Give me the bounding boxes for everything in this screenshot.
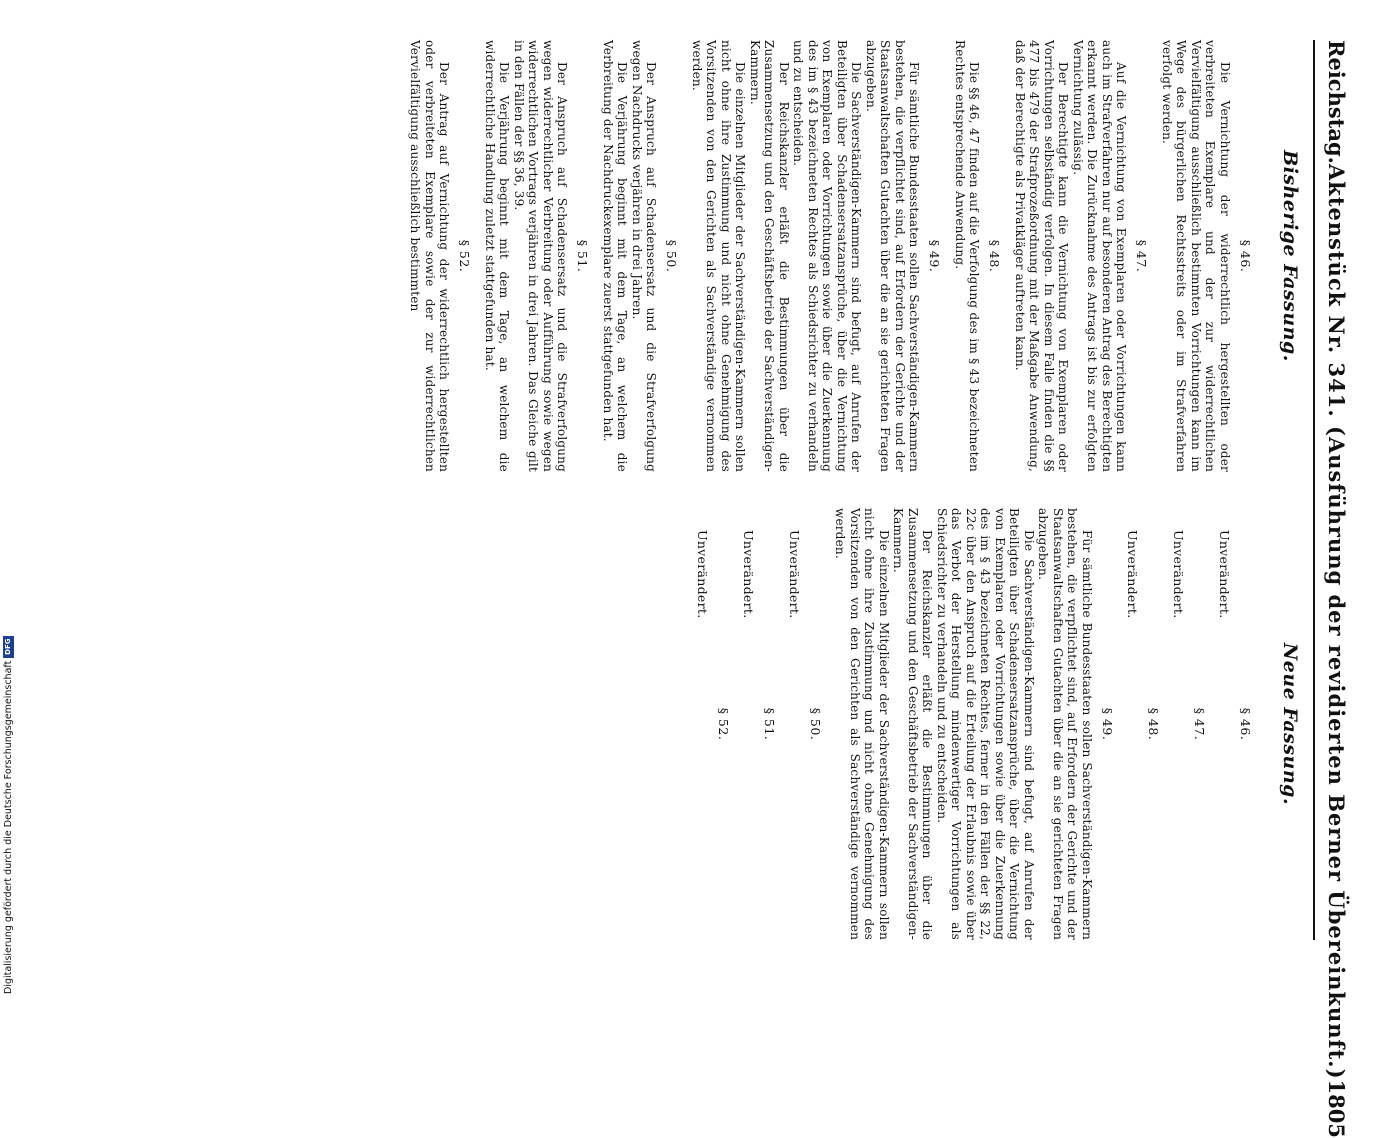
section-number: § 46. — [1238, 707, 1253, 741]
unchanged-note: Unverändert. — [787, 530, 802, 619]
right-section — [1171, 508, 1207, 940]
section-paragraph: Der Reichskanzler erläßt die Bestimmungen über die Zusammensetzung und den Geschäftsbetrieb der Sachverständigen-Kammern. — [748, 40, 791, 472]
left-section — [483, 40, 591, 472]
section-paragraph: Auf die Vernichtung von Exemplaren oder Vorrichtungen kann auch im Strafverfahren nur auf besonderen Antrag des Berechtigten erkannt werden. Die Zurücknahme des Antrags ist bis zur erfolgten Vernichtung zulässig. — [1071, 40, 1129, 472]
section-paragraph: Die Verjährung beginnt mit dem Tage, an welchem die widerrechtliche Handlung zuletzt stattgefunden hat. — [483, 40, 512, 472]
left-section — [1013, 40, 1150, 472]
unchanged-note: Unverändert. — [1217, 530, 1232, 619]
right-section — [741, 508, 777, 940]
unchanged-note: Unverändert. — [695, 530, 710, 619]
credit-text: Digitalisierung gefördert durch die Deutsche Forschungsgemeinschaft — [2, 660, 14, 994]
left-column-title: Bisherige Fassung. — [1279, 150, 1301, 362]
section-paragraph: Der Anspruch auf Schadensersatz und die Strafverfolgung wegen widerrechtlicher Verbreitung oder Aufführung sowie wegen widerrechtlichen Vortrags verjähren in drei Jahren. Das Gleiche gilt in den Fällen der §§ 36, 39. — [512, 40, 570, 472]
section-number: § 51. — [575, 239, 591, 273]
section-paragraph: Die einzelnen Mitglieder der Sachverständigen-Kammern sollen nicht ohne ihre Zustimmung und nicht ohne Genehmigung des Vorsitzenden von den Gerichten als Sachverständige vernommen werden. — [833, 508, 891, 940]
left-section — [408, 40, 473, 472]
right-column-title: Neue Fassung. — [1279, 642, 1301, 806]
digitization-credit — [0, 554, 16, 994]
section-number: § 47. — [1192, 707, 1207, 741]
section-paragraph: Die Vernichtung der widerrechtlich hergestellten oder verbreiteten Exemplare und der zur widerrechtlichen Vervielfältigung ausschließlich bestimmten Vorrichtungen kann im Wege des bürgerlichen Rechtsstreits oder im Strafverfahren verfolgt werden. — [1160, 40, 1232, 472]
section-number: § 49. — [927, 239, 943, 273]
section-number: § 51. — [762, 707, 777, 741]
section-number: § 50. — [808, 707, 823, 741]
left-section — [601, 40, 680, 472]
section-paragraph: Der Berechtigte kann die Vernichtung von Exemplaren oder Vorrichtungen selbständig verfolgen. In diesem Falle finden die §§ 477 bis 479 der Strafprozeßordnung mit der Maßgabe Anwendung, daß der Berechtigte als Privatkläger auftreten kann. — [1013, 40, 1071, 472]
page-number: 1805 — [1324, 1079, 1350, 1138]
section-paragraph: Die Verjährung beginnt mit dem Tage, an welchem die Verbreitung der Nachdruckexemplare zuerst stattgefunden hat. — [601, 40, 630, 472]
page-header — [1317, 40, 1357, 1138]
section-paragraph: Die Sachverständigen-Kammern sind befugt, auf Anrufen der Beteiligten über Schadensersatzansprüche, über die Vernichtung von Exemplaren oder Vorrichtungen sowie über die Zuerkennung des im § 43 bezeichneten Rechtes, ferner in den Fällen der §§ 22, 22c über den Anspruch auf die Erteilung der Erlaubnis sowie über das Verbot der Herstellung mindenwertiger Vorrichtungen als Schiedsrichter zu verhandeln und zu entscheiden. — [935, 508, 1036, 940]
right-section — [787, 508, 823, 940]
section-paragraph: Die Sachverständigen-Kammern sind befugt, auf Anrufen der Beteiligten über Schadensersatzansprüche, über die Vernichtung von Exemplaren oder Vorrichtungen sowie über die Zuerkennung des im § 43 bezeichneten Rechtes als Schiedsrichter zu verhandeln und zu entscheiden. — [791, 40, 864, 472]
section-number: § 48. — [987, 239, 1003, 273]
header-title: Aktenstück Nr. 341. (Ausführung der revidierten Berner Übereinkunft.) — [1324, 163, 1350, 1080]
dfg-logo-icon: DFG — [3, 636, 14, 658]
section-paragraph: Für sämtliche Bundesstaaten sollen Sachverständigen-Kammern bestehen, die verpflichtet sind, auf Erfordern der Gerichte und der Staatsanwaltschaften Gutachten über die an sie gerichteten Fragen abzugeben. — [1036, 508, 1094, 940]
right-section — [1125, 508, 1161, 940]
section-number: § 46. — [1238, 239, 1253, 273]
section-number: § 50. — [664, 239, 680, 273]
left-section — [690, 40, 943, 472]
unchanged-note: Unverändert. — [1171, 530, 1186, 619]
section-number: § 52. — [457, 239, 473, 273]
header-left: Reichstag. — [1324, 40, 1350, 164]
section-number: § 48. — [1146, 707, 1161, 741]
section-paragraph: Die §§ 46, 47 finden auf die Verfolgung des im § 43 bezeichneten Rechtes entsprechende Anwendung. — [953, 40, 982, 472]
section-number: § 49. — [1100, 707, 1115, 741]
section-paragraph: Der Antrag auf Vernichtung der widerrechtlich hergestellten oder verbreiteten Exemplare sowie der zur widerrechtlichen Vervielfältigung ausschließlich bestimmten — [408, 40, 452, 472]
left-column — [408, 40, 1263, 472]
right-section — [833, 508, 1115, 940]
section-number: § 52. — [716, 707, 731, 741]
section-paragraph: Der Anspruch auf Schadensersatz und die Strafverfolgung wegen Nachdrucks verjähren in drei Jahren. — [630, 40, 659, 472]
unchanged-note: Unverändert. — [741, 530, 756, 619]
unchanged-note: Unverändert. — [1125, 530, 1140, 619]
left-section — [953, 40, 1003, 472]
section-number: § 47. — [1134, 239, 1150, 273]
section-paragraph: Die einzelnen Mitglieder der Sachverständigen-Kammern sollen nicht ohne ihre Zustimmung und nicht ohne Genehmigung des Vorsitzenden von den Gerichten als Sachverständige vernommen werden. — [690, 40, 748, 472]
right-section — [1217, 508, 1253, 940]
section-paragraph: Der Reichskanzler erläßt die Bestimmungen über die Zusammensetzung und den Geschäftsbetrieb der Sachverständigen-Kammern. — [891, 508, 935, 940]
section-paragraph: Für sämtliche Bundesstaaten sollen Sachverständigen-Kammern bestehen, die verpflichtet sind, auf Erfordern der Gerichte und der Staatsanwaltschaften Gutachten über die an sie gerichteten Fragen abzugeben. — [864, 40, 922, 472]
left-section — [1160, 40, 1254, 472]
header-rule — [1313, 40, 1315, 940]
right-column — [695, 508, 1263, 940]
right-section — [695, 508, 731, 940]
